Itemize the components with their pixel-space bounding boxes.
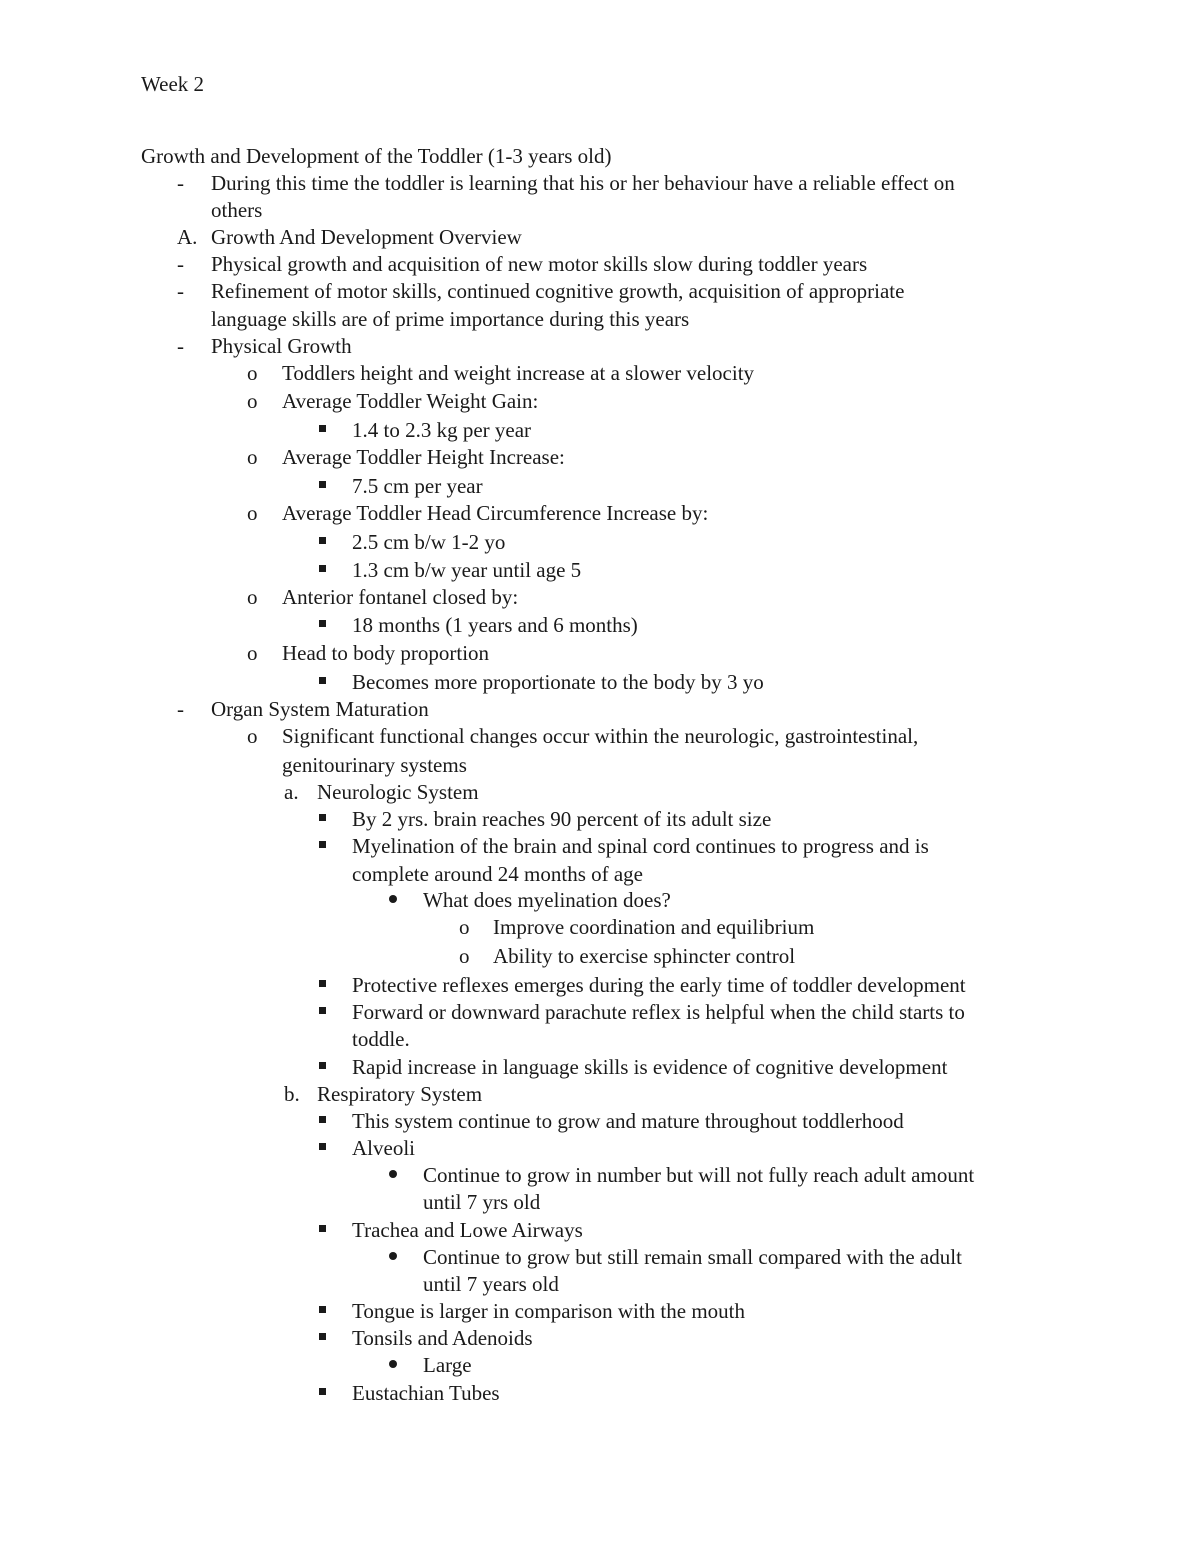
list-item-text: Protective reflexes emerges during the early time of toddler development [352, 973, 966, 997]
list-item-text: Myelination of the brain and spinal cord continues to progress and is [352, 834, 929, 858]
list-item-text: 18 months (1 years and 6 months) [352, 613, 638, 637]
list-item-text: Forward or downward parachute reflex is helpful when the child starts to [352, 1000, 965, 1024]
circle-marker: o [247, 724, 258, 748]
subsection-heading: Growth And Development Overview [211, 225, 522, 249]
list-item-text: Trachea and Lowe Airways [352, 1218, 583, 1242]
list-item-text: Tonsils and Adenoids [352, 1326, 533, 1350]
list-item-text: 7.5 cm per year [352, 474, 483, 498]
list-item-text: Improve coordination and equilibrium [493, 915, 815, 939]
list-item-text: Anterior fontanel closed by: [282, 585, 519, 609]
list-item-text: By 2 yrs. brain reaches 90 percent of its adult size [352, 807, 772, 831]
square-bullet-icon [319, 1225, 326, 1232]
subsection-heading: Respiratory System [317, 1082, 483, 1106]
letter-marker-a-upper: A. [177, 225, 198, 249]
round-bullet-icon [389, 895, 397, 903]
dash-marker: - [177, 697, 184, 721]
square-bullet-icon [319, 620, 326, 627]
list-item-text: Physical Growth [211, 334, 352, 358]
dash-marker: - [177, 279, 184, 303]
dash-marker: - [177, 252, 184, 276]
list-item-text: Average Toddler Weight Gain: [282, 389, 539, 413]
list-item-text: Refinement of motor skills, continued cognitive growth, acquisition of appropriate [211, 279, 905, 303]
circle-marker: o [247, 389, 258, 413]
square-bullet-icon [319, 1143, 326, 1150]
circle-marker: o [247, 501, 258, 525]
list-item-text: genitourinary systems [282, 753, 467, 777]
square-bullet-icon [319, 1062, 326, 1069]
square-bullet-icon [319, 425, 326, 432]
circle-marker: o [247, 585, 258, 609]
list-item-text: toddle. [352, 1027, 410, 1051]
square-bullet-icon [319, 1333, 326, 1340]
list-item-text: 1.3 cm b/w year until age 5 [352, 558, 582, 582]
list-item-text: Continue to grow in number but will not fully reach adult amount [423, 1163, 975, 1187]
round-bullet-icon [389, 1252, 397, 1260]
circle-marker: o [459, 915, 470, 939]
square-bullet-icon [319, 481, 326, 488]
list-item-text: language skills are of prime importance during this years [211, 307, 690, 331]
list-item-text: until 7 years old [423, 1272, 559, 1296]
circle-marker: o [247, 361, 258, 385]
list-item-text: 2.5 cm b/w 1-2 yo [352, 530, 506, 554]
square-bullet-icon [319, 677, 326, 684]
square-bullet-icon [319, 980, 326, 987]
list-item-text: Toddlers height and weight increase at a slower velocity [282, 361, 755, 385]
list-item-text: Eustachian Tubes [352, 1381, 500, 1405]
dash-marker: - [177, 171, 184, 195]
list-item-text: Organ System Maturation [211, 697, 429, 721]
round-bullet-icon [389, 1170, 397, 1178]
circle-marker: o [247, 445, 258, 469]
square-bullet-icon [319, 1116, 326, 1123]
list-item-text: 1.4 to 2.3 kg per year [352, 418, 532, 442]
list-item-text: others [211, 198, 263, 222]
list-item-text: Significant functional changes occur within the neurologic, gastrointestinal, [282, 724, 919, 748]
list-item-text: Average Toddler Height Increase: [282, 445, 565, 469]
list-item-text: Ability to exercise sphincter control [493, 944, 796, 968]
list-item-text: What does myelination does? [423, 888, 671, 912]
list-item-text: Average Toddler Head Circumference Increase by: [282, 501, 709, 525]
dash-marker: - [177, 334, 184, 358]
square-bullet-icon [319, 1007, 326, 1014]
list-item-text: During this time the toddler is learning that his or her behaviour have a reliable effect on [211, 171, 955, 195]
list-item-text: Physical growth and acquisition of new motor skills slow during toddler years [211, 252, 868, 276]
list-item-text: Head to body proportion [282, 641, 490, 665]
list-item-text: Becomes more proportionate to the body by 3 yo [352, 670, 764, 694]
list-item-text: This system continue to grow and mature throughout toddlerhood [352, 1109, 904, 1133]
list-item-text: Large [423, 1353, 472, 1377]
square-bullet-icon [319, 841, 326, 848]
page-header-week: Week 2 [141, 72, 205, 96]
list-item-text: Tongue is larger in comparison with the mouth [352, 1299, 745, 1323]
square-bullet-icon [319, 1388, 326, 1395]
square-bullet-icon [319, 814, 326, 821]
subsection-heading: Neurologic System [317, 780, 479, 804]
letter-marker-b: b. [284, 1082, 300, 1106]
section-title: Growth and Development of the Toddler (1-3 years old) [141, 144, 612, 168]
round-bullet-icon [389, 1360, 397, 1368]
square-bullet-icon [319, 537, 326, 544]
list-item-text: Rapid increase in language skills is evidence of cognitive development [352, 1055, 948, 1079]
circle-marker: o [459, 944, 470, 968]
list-item-text: Alveoli [352, 1136, 415, 1160]
circle-marker: o [247, 641, 258, 665]
list-item-text: Continue to grow but still remain small compared with the adult [423, 1245, 962, 1269]
list-item-text: until 7 yrs old [423, 1190, 541, 1214]
letter-marker-a: a. [284, 780, 299, 804]
square-bullet-icon [319, 565, 326, 572]
square-bullet-icon [319, 1306, 326, 1313]
list-item-text: complete around 24 months of age [352, 862, 644, 886]
